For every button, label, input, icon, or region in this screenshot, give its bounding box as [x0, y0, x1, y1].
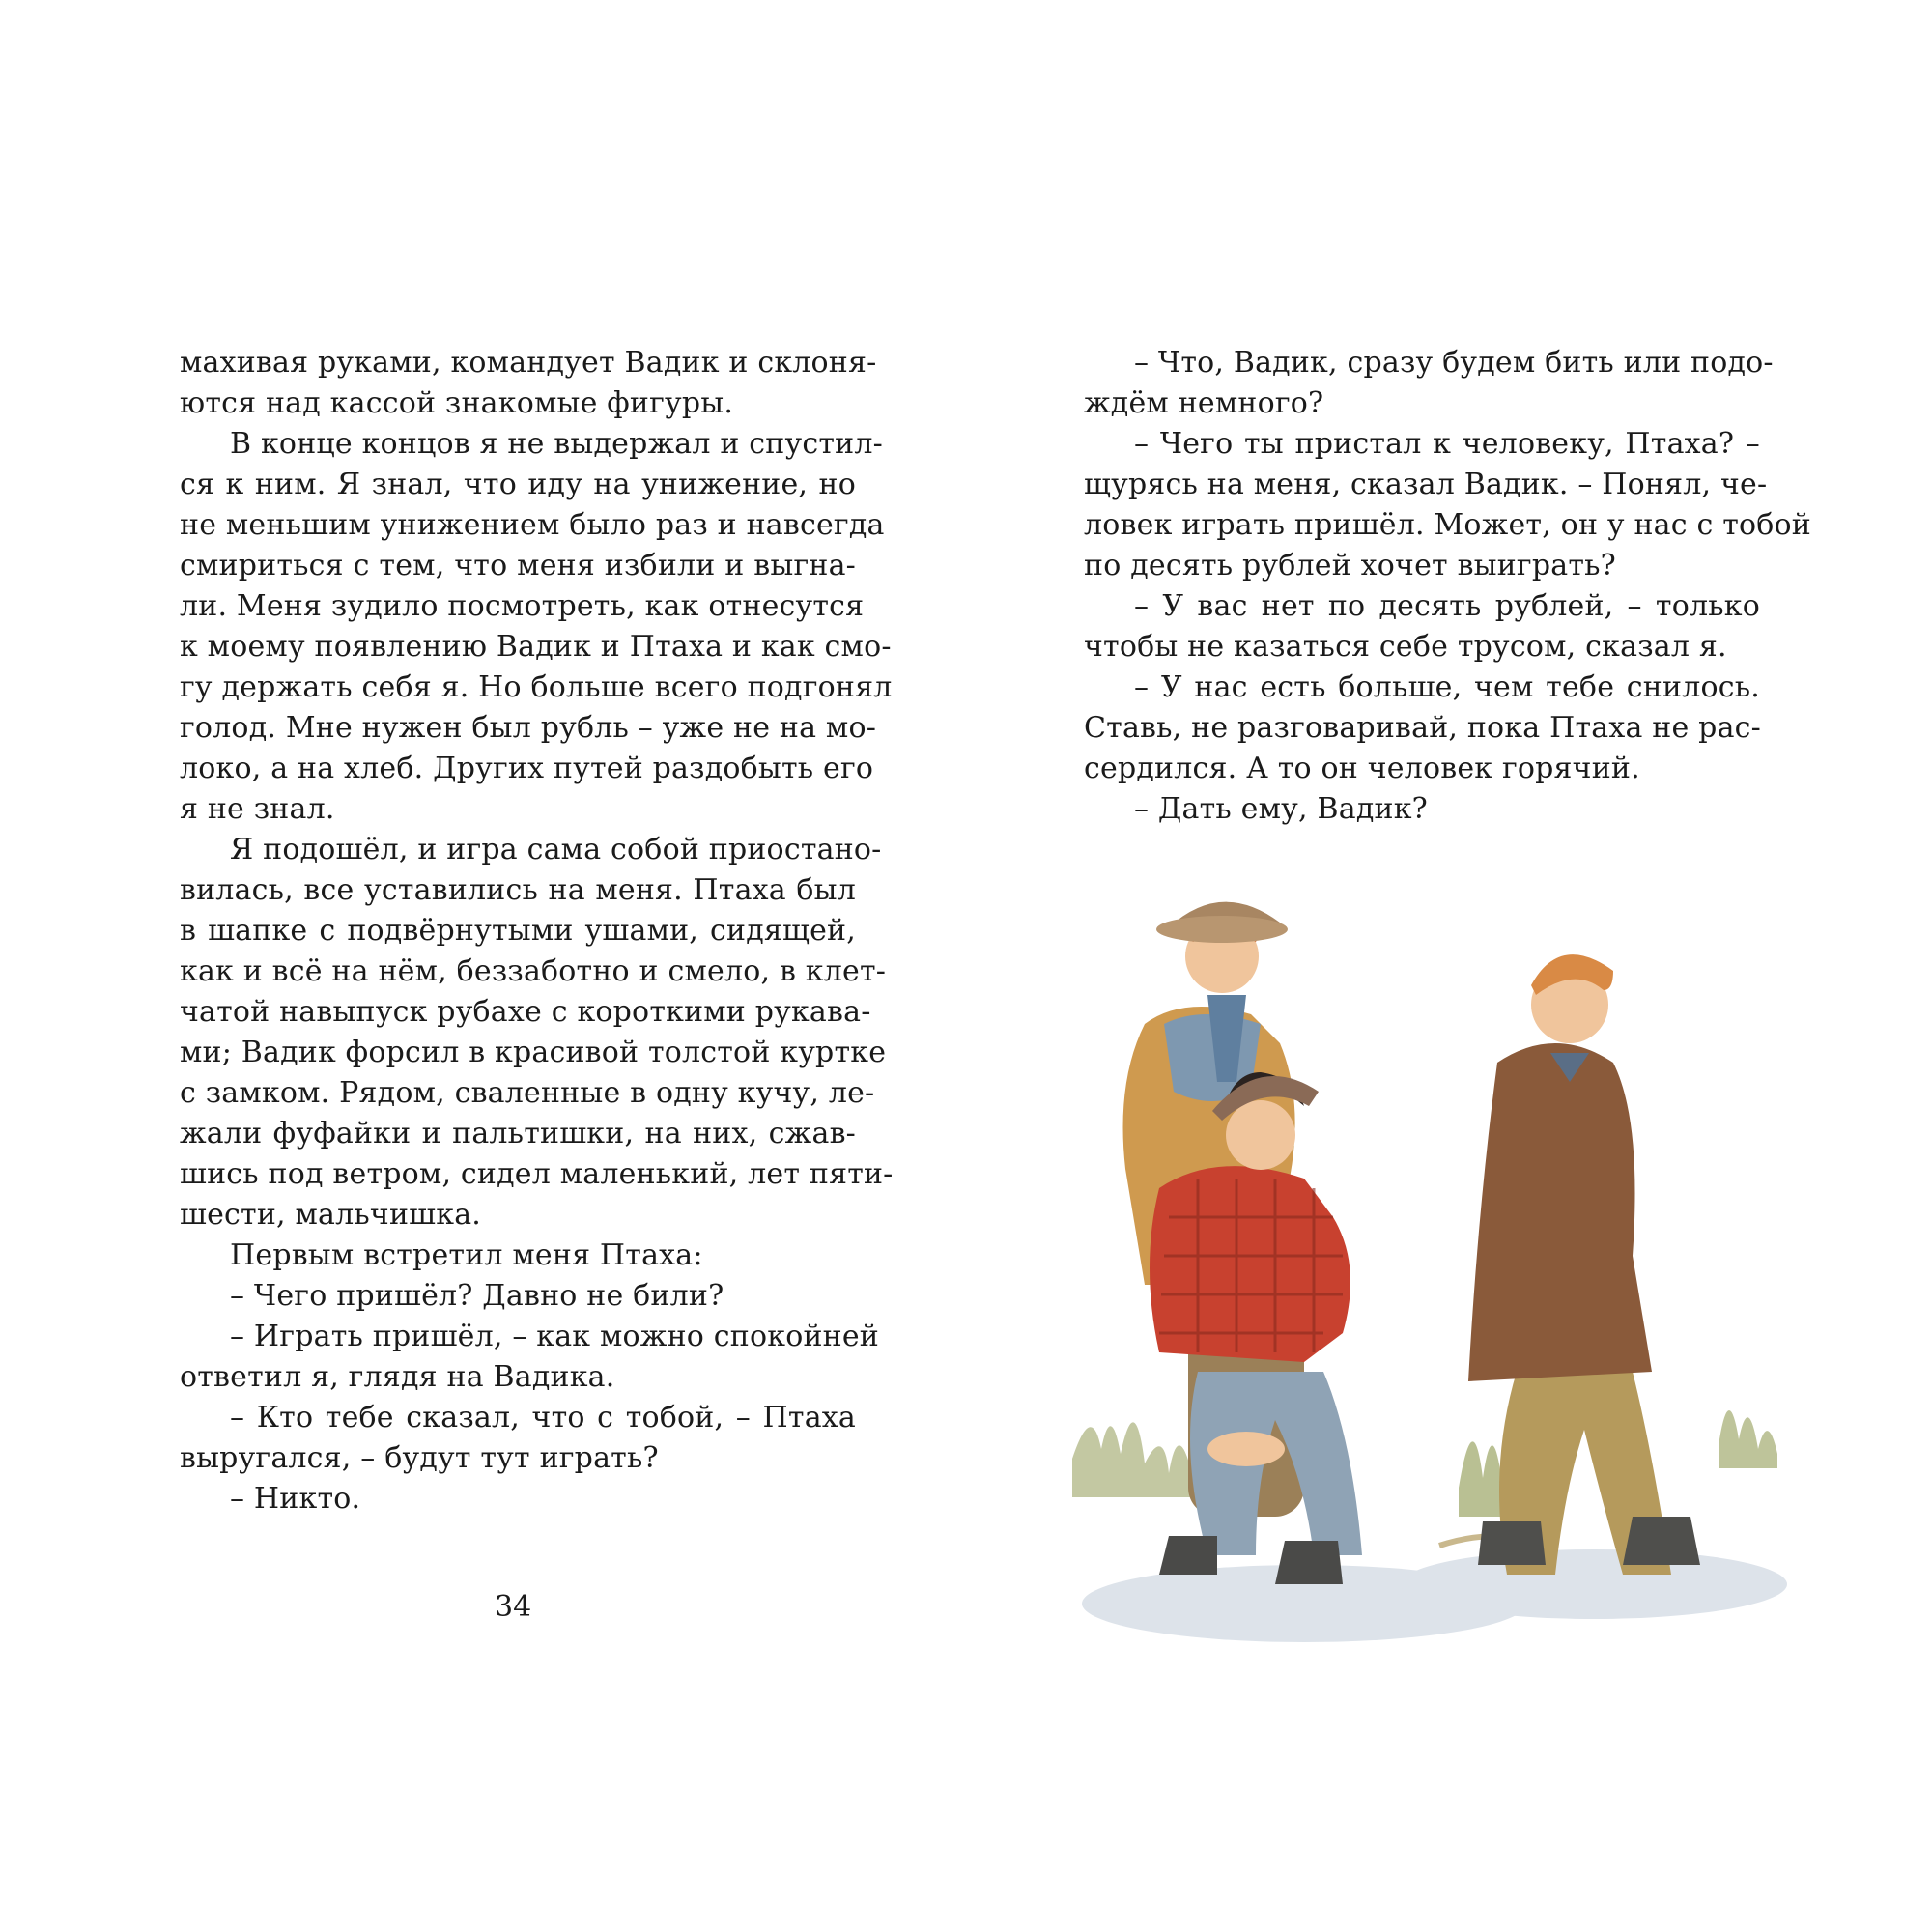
- text-line: чатой навыпуск рубахе с короткими рукава-: [180, 995, 871, 1029]
- figure-boy-brown-jacket: [1468, 954, 1700, 1575]
- text-line: жали фуфайки и пальтишки, на них, сжав-: [180, 1117, 856, 1151]
- illustration-three-boys: [1053, 869, 1806, 1642]
- text-line: я не знал.: [180, 792, 335, 826]
- text-line: сердился. А то он человек горячий.: [1084, 752, 1640, 785]
- text-line: Я подошёл, и игра сама собой приостано-: [230, 833, 882, 867]
- text-line: – Кто тебе сказал, что с тобой, – Птаха: [230, 1401, 856, 1435]
- text-line: с замком. Рядом, сваленные в одну кучу, ле-: [180, 1076, 875, 1110]
- text-line: – Дать ему, Вадик?: [1134, 792, 1428, 826]
- text-line: ми; Вадик форсил в красивой толстой куртке: [180, 1036, 887, 1069]
- text-line: В конце концов я не выдержал и спустил-: [230, 427, 883, 461]
- text-line: ются над кассой знакомые фигуры.: [180, 386, 734, 420]
- text-line: по десять рублей хочет выиграть?: [1084, 549, 1616, 582]
- text-line: ся к ним. Я знал, что иду на унижение, но: [180, 468, 856, 501]
- text-line: вилась, все уставились на меня. Птаха был: [180, 873, 856, 907]
- text-line: ждём немного?: [1084, 386, 1324, 420]
- right-page-text: [1084, 343, 1811, 830]
- text-line: гу держать себя я. Но больше всего подгонял: [180, 670, 893, 704]
- text-line: выругался, – будут тут играть?: [180, 1441, 659, 1475]
- text-line: – У вас нет по десять рублей, – только: [1134, 589, 1760, 623]
- text-line: – Никто.: [230, 1482, 361, 1516]
- text-line: – Что, Вадик, сразу будем бить или подо-: [1134, 346, 1774, 380]
- text-line: чтобы не казаться себе трусом, сказал я.: [1084, 630, 1727, 664]
- text-line: смириться с тем, что меня избили и выгна-: [180, 549, 856, 582]
- text-line: голод. Мне нужен был рубль – уже не на мо-: [180, 711, 877, 745]
- page-number: 34: [495, 1590, 532, 1624]
- text-line: шести, мальчишка.: [180, 1198, 482, 1232]
- text-line: ответил я, глядя на Вадика.: [180, 1360, 615, 1394]
- text-line: щурясь на меня, сказал Вадик. – Понял, че-: [1084, 468, 1768, 501]
- text-line: ловек играть пришёл. Может, он у нас с тобой: [1084, 508, 1811, 542]
- text-line: Ставь, не разговаривай, пока Птаха не рас-: [1084, 711, 1761, 745]
- text-line: к моему появлению Вадик и Птаха и как смо-: [180, 630, 892, 664]
- text-line: – У нас есть больше, чем тебе снилось.: [1134, 670, 1760, 704]
- text-line: как и всё на нём, беззаботно и смело, в клет-: [180, 954, 887, 988]
- left-page-text: [180, 343, 894, 1520]
- text-line: шись под ветром, сидел маленький, лет пяти-: [180, 1157, 894, 1191]
- text-line: – Чего пришёл? Давно не били?: [230, 1279, 724, 1313]
- text-line: Первым встретил меня Птаха:: [230, 1238, 703, 1272]
- text-line: – Играть пришёл, – как можно спокойней: [230, 1320, 879, 1353]
- text-line: не меньшим унижением было раз и навсегда: [180, 508, 885, 542]
- text-line: – Чего ты пристал к человеку, Птаха? –: [1134, 427, 1760, 461]
- text-line: ли. Меня зудило посмотреть, как отнесутся: [180, 589, 865, 623]
- text-line: локо, а на хлеб. Других путей раздобыть его: [180, 752, 874, 785]
- text-line: махивая руками, командует Вадик и склоня-: [180, 346, 877, 380]
- text-line: в шапке с подвёрнутыми ушами, сидящей,: [180, 914, 856, 948]
